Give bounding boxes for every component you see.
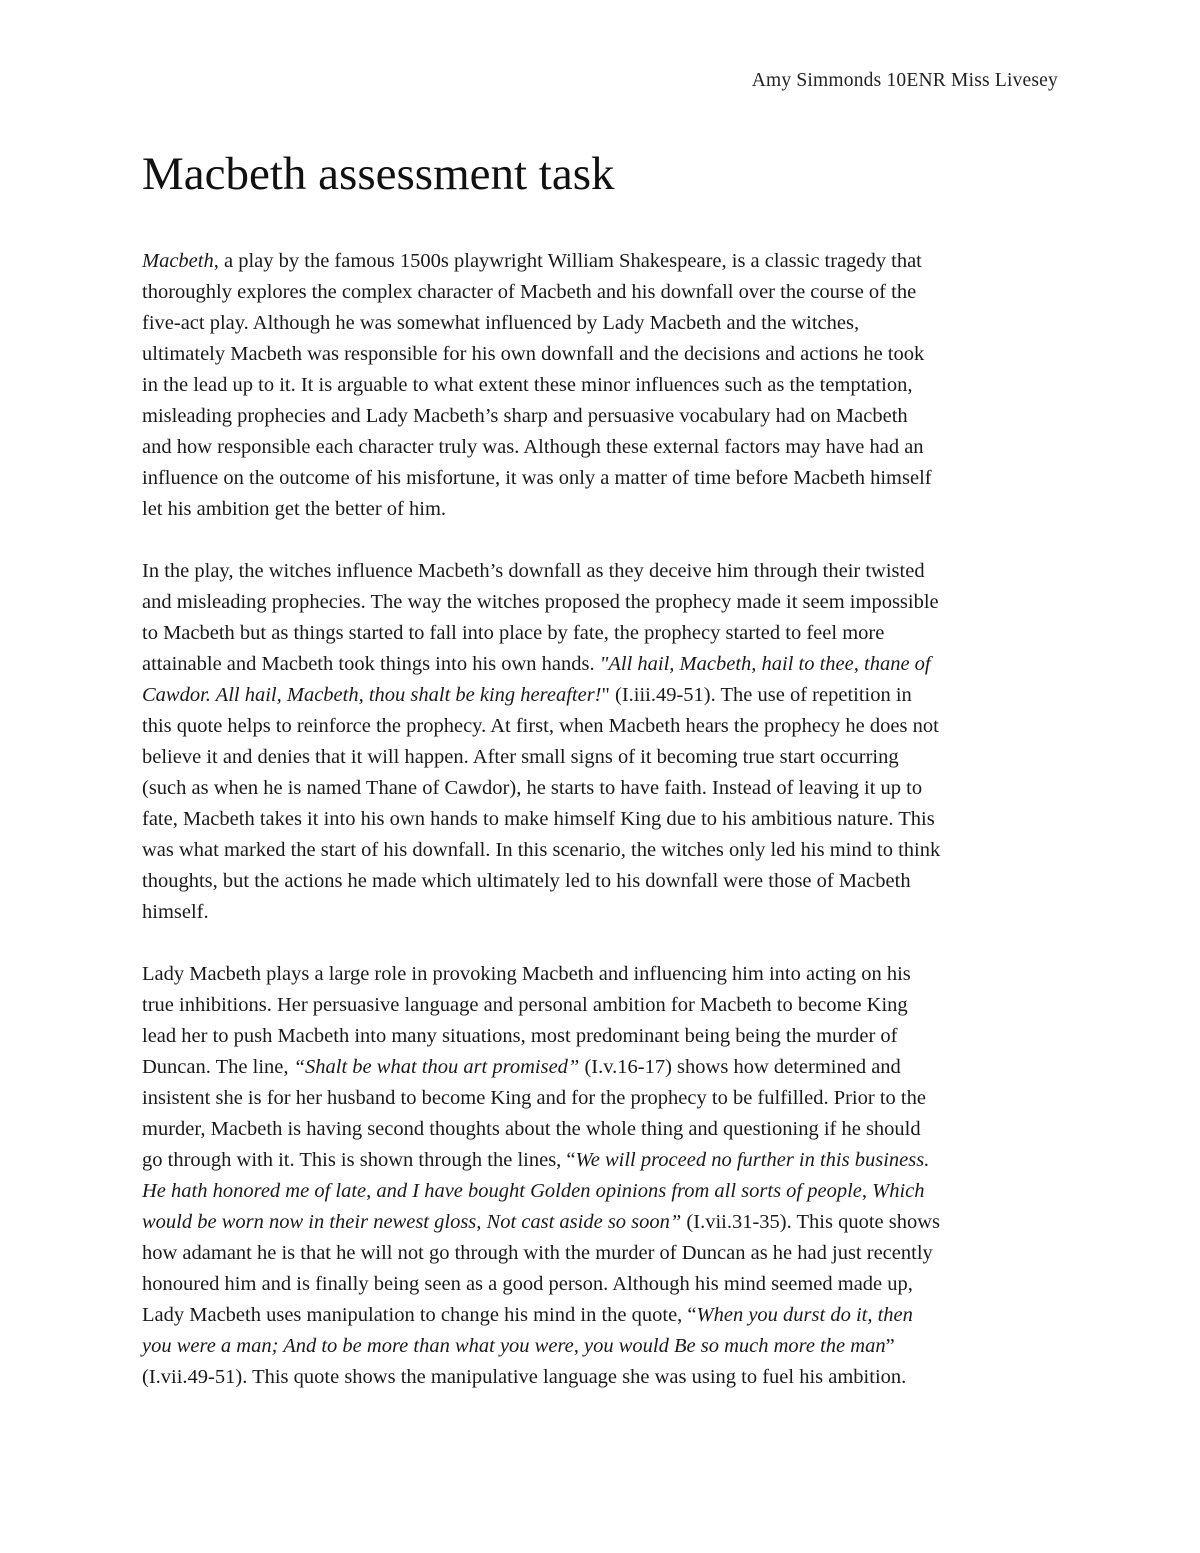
body-text-run: thoroughly explores the complex character of Macbeth and his downfall over the course of the bbox=[142, 281, 917, 303]
text-line bbox=[142, 246, 1072, 277]
body-text-run: attainable and Macbeth took things into his own hands. bbox=[142, 653, 600, 675]
body-text-run: (I.vii.49-51). This quote shows the manipulative language she was using to fuel his ambition. bbox=[142, 1366, 907, 1388]
text-line bbox=[142, 1362, 1072, 1393]
body-text-run: insistent she is for her husband to become King and for the prophecy to be fulfilled. Prior to the bbox=[142, 1087, 926, 1109]
body-text-run: ultimately Macbeth was responsible for his own downfall and the decisions and actions he took bbox=[142, 343, 925, 365]
text-line bbox=[142, 866, 1072, 897]
text-line bbox=[142, 494, 1072, 525]
body-text-run: five-act play. Although he was somewhat influenced by Lady Macbeth and the witches, bbox=[142, 312, 860, 334]
quotation-text: you were a man; And to be more than what you were, you would Be so much more the man bbox=[142, 1335, 886, 1357]
body-text-run: (I.vii.31-35). This quote shows bbox=[681, 1211, 940, 1233]
body-text-run: Lady Macbeth plays a large role in provoking Macbeth and influencing him into acting on his bbox=[142, 963, 911, 985]
text-line bbox=[142, 1300, 1072, 1331]
body-text-run: was what marked the start of his downfall. In this scenario, the witches only led his mind to think bbox=[142, 839, 941, 861]
text-line bbox=[142, 897, 1072, 928]
body-text-run: and how responsible each character truly was. Although these external factors may have had an bbox=[142, 436, 924, 458]
text-line bbox=[142, 1145, 1072, 1176]
text-line bbox=[142, 370, 1072, 401]
body-text-run: this quote helps to reinforce the prophecy. At first, when Macbeth hears the prophecy he does not bbox=[142, 715, 939, 737]
quotation-text: Macbeth bbox=[142, 250, 214, 272]
body-text-run: in the lead up to it. It is arguable to what extent these minor influences such as the temptation, bbox=[142, 374, 913, 396]
body-text-run: let his ambition get the better of him. bbox=[142, 498, 447, 520]
quotation-text: Cawdor. All hail, Macbeth, thou shalt be king hereafter! bbox=[142, 684, 602, 706]
document-title: Macbeth assessment task bbox=[142, 148, 615, 200]
quotation-text: We will proceed no further in this business. bbox=[575, 1149, 930, 1171]
body-text-run: how adamant he is that he will not go through with the murder of Duncan as he had just recently bbox=[142, 1242, 933, 1264]
body-text-run: lead her to push Macbeth into many situations, most predominant being being the murder of bbox=[142, 1025, 898, 1047]
body-text-run: Duncan. The line, bbox=[142, 1056, 294, 1078]
body-text-run: true inhibitions. Her persuasive language and personal ambition for Macbeth to become King bbox=[142, 994, 908, 1016]
body-text-run: honoured him and is finally being seen as a good person. Although his mind seemed made up, bbox=[142, 1273, 913, 1295]
text-line bbox=[142, 1207, 1072, 1238]
text-line bbox=[142, 1176, 1072, 1207]
quotation-text: He hath honored me of late, and I have bought Golden opinions from all sorts of people, Which bbox=[142, 1180, 925, 1202]
body-text-run: himself. bbox=[142, 901, 209, 923]
body-text-run: (such as when he is named Thane of Cawdor), he starts to have faith. Instead of leaving it up to bbox=[142, 777, 923, 799]
text-line bbox=[142, 1269, 1072, 1300]
quotation-text: “Shalt be what thou art promised” bbox=[293, 1056, 580, 1078]
essay-body bbox=[142, 246, 1072, 1393]
quotation-text: would be worn now in their newest gloss, Not cast aside so soon” bbox=[142, 1211, 682, 1233]
paragraph-3 bbox=[142, 959, 1072, 1393]
text-line bbox=[142, 1114, 1072, 1145]
text-line bbox=[142, 432, 1072, 463]
body-text-run: believe it and denies that it will happen. After small signs of it becoming true start occurring bbox=[142, 746, 899, 768]
text-line bbox=[142, 773, 1072, 804]
text-line bbox=[142, 742, 1072, 773]
text-line bbox=[142, 463, 1072, 494]
text-line bbox=[142, 959, 1072, 990]
text-line bbox=[142, 835, 1072, 866]
quotation-text: When you durst do it, then bbox=[696, 1304, 913, 1326]
text-line bbox=[142, 680, 1072, 711]
body-text-run: murder, Macbeth is having second thoughts about the whole thing and questioning if he should bbox=[142, 1118, 921, 1140]
text-line bbox=[142, 339, 1072, 370]
body-text-run: thoughts, but the actions he made which ultimately led to his downfall were those of Macbeth bbox=[142, 870, 911, 892]
body-text-run: (I.v.16-17) shows how determined and bbox=[579, 1056, 901, 1078]
body-text-run: influence on the outcome of his misfortune, it was only a matter of time before Macbeth himself bbox=[142, 467, 932, 489]
text-line bbox=[142, 618, 1072, 649]
body-text-run: ” bbox=[885, 1335, 895, 1357]
text-line bbox=[142, 990, 1072, 1021]
body-text-run: , a play by the famous 1500s playwright William Shakespeare, is a classic tragedy that bbox=[213, 250, 922, 272]
quotation-text: "All hail, Macbeth, hail to thee, thane of bbox=[599, 653, 931, 675]
author-header: Amy Simmonds 10ENR Miss Livesey bbox=[751, 70, 1058, 91]
text-line bbox=[142, 1052, 1072, 1083]
body-text-run: In the play, the witches influence Macbeth’s downfall as they deceive him through their twisted bbox=[142, 560, 925, 582]
body-text-run: to Macbeth but as things started to fall into place by fate, the prophecy started to feel more bbox=[142, 622, 885, 644]
text-line bbox=[142, 804, 1072, 835]
text-line bbox=[142, 587, 1072, 618]
text-line bbox=[142, 277, 1072, 308]
body-text-run: go through with it. This is shown through the lines, “ bbox=[142, 1149, 576, 1171]
body-text-run: and misleading prophecies. The way the witches proposed the prophecy made it seem impossible bbox=[142, 591, 939, 613]
text-line bbox=[142, 556, 1072, 587]
text-line bbox=[142, 401, 1072, 432]
text-line bbox=[142, 1083, 1072, 1114]
body-text-run: misleading prophecies and Lady Macbeth’s sharp and persuasive vocabulary had on Macbeth bbox=[142, 405, 908, 427]
text-line bbox=[142, 649, 1072, 680]
text-line bbox=[142, 711, 1072, 742]
body-text-run: fate, Macbeth takes it into his own hands to make himself King due to his ambitious nature. This bbox=[142, 808, 935, 830]
paragraph-1 bbox=[142, 246, 1072, 525]
paragraph-2 bbox=[142, 556, 1072, 928]
text-line bbox=[142, 1238, 1072, 1269]
text-line bbox=[142, 1331, 1072, 1362]
text-line bbox=[142, 308, 1072, 339]
body-text-run: Lady Macbeth uses manipulation to change his mind in the quote, “ bbox=[142, 1304, 697, 1326]
body-text-run: " (I.iii.49-51). The use of repetition in bbox=[601, 684, 912, 706]
text-line bbox=[142, 1021, 1072, 1052]
